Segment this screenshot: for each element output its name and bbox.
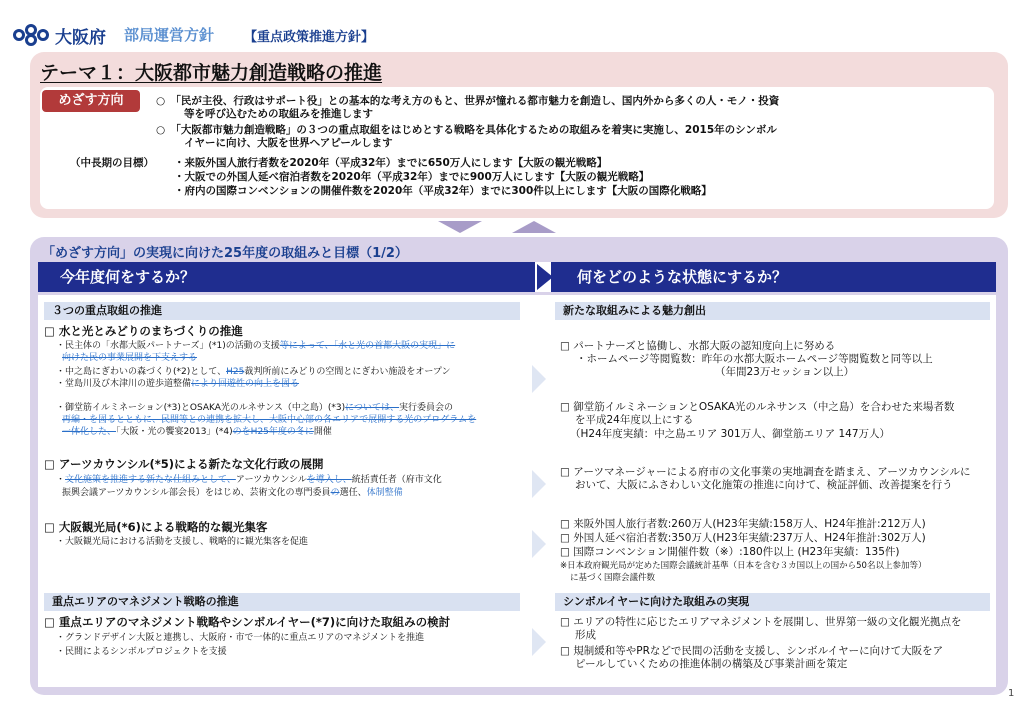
right4-line-a: □ エリアの特性に応じたエリアマネジメントを展開し、世界第一級の文化観光拠点を bbox=[560, 616, 962, 628]
item3-line-1: ・大阪観光局における活動を支援し、戦略的に観光集客を促進 bbox=[56, 537, 309, 547]
right1-line-e: を平成24年度以上にする bbox=[575, 414, 694, 426]
osaka-logo-icon bbox=[12, 24, 52, 46]
band-what-to-do: 今年度何をするか？ bbox=[38, 262, 538, 292]
theme-title: テーマ１：大阪都市魅力創造戦略の推進 bbox=[40, 62, 383, 84]
right1-line-a: □ パートナーズと協働し、水都大阪の認知度向上に努める bbox=[560, 340, 836, 352]
item-area-management-symbol-year: □ 重点エリアのマネジメント戦略やシンボルイヤー(*7)に向けた取組みの検討 bbox=[44, 615, 451, 629]
item-osaka-tourism-bureau: □ 大阪観光局(*6)による戦略的な観光集客 bbox=[44, 520, 268, 534]
connector-down-icon bbox=[438, 221, 482, 233]
right1-line-c: （年間23万セッション以上） bbox=[715, 366, 855, 378]
goal-line-1: ・来阪外国人旅行者数を2020年（平成32年）までに650万人にします【大阪の観光戦略】 bbox=[174, 157, 608, 169]
goal-line-2: ・大阪での外国人延べ宿泊者数を2020年（平成32年）までに900万人にします【大阪の観光戦略】 bbox=[174, 171, 650, 183]
section-head-new-attractions: 新たな取組みによる魅力創出 bbox=[555, 302, 990, 320]
chevron-right-icon bbox=[532, 365, 546, 393]
goal-line-3: ・府内の国際コンベンションの開催件数を2020年（平成32年）までに300件以上にします【大阪の国際化戦略】 bbox=[174, 185, 712, 197]
item1-line-1: ・民主体の「水都大阪パートナーズ」(*1)の活動の支援等によって、「水と光の首都大阪の実現」に bbox=[56, 341, 456, 351]
right2-line-b: おいて、大阪にふさわしい文化施策の推進に向けて、検証評価、改善提案を行う bbox=[575, 479, 953, 491]
aim-badge: めざす方向 bbox=[42, 90, 140, 112]
actions-title: 「めざす方向」の実現に向けた25年度の取組みと目標（1/2） bbox=[42, 246, 408, 261]
page-number: 1 bbox=[1008, 688, 1015, 699]
right1-line-b: ・ホームページ等閲覧数：昨年の水都大阪ホームページ等閲覧数と同等以上 bbox=[576, 353, 933, 365]
item-water-light-green: □ 水と光とみどりのまちづくりの推進 bbox=[44, 324, 243, 338]
dept-title: 部局運営方針 bbox=[124, 26, 215, 44]
chevron-right-icon bbox=[532, 530, 546, 558]
right4-line-b: 形成 bbox=[575, 629, 596, 641]
right3-line-b: □ 外国人延べ宿泊者数:350万人(H23年実績:237万人、H24年推計:302万人) bbox=[560, 532, 926, 544]
right1-line-d: □ 御堂筋イルミネーションとOSAKA光のルネサンス（中之島）を合わせた来場者数 bbox=[560, 401, 955, 413]
item2-line-2: 振興会議アーツカウンシル部会長）をはじめ、芸術文化の専門委員の選任、体制整備 bbox=[62, 488, 403, 498]
item1-line-2: 向けた民の事業展開を下支えする bbox=[62, 353, 198, 363]
item2-line-1: ・文化施策を推進する新たな仕組みとして、アーツカウンシルを導入し、統括責任者（府市文化 bbox=[56, 475, 442, 485]
item1-line-5: ・御堂筋イルミネーション(*3)とOSAKA光のルネサンス（中之島）(*3)については、実行委員会の bbox=[56, 403, 454, 413]
item-arts-council: □ アーツカウンシル(*5)による新たな文化行政の展開 bbox=[44, 457, 324, 471]
aim-line-1: ○ 「民が主役、行政はサポート役」との基本的な考え方のもと、世界が憧れる都市魅力を創造し、国内外から多くの人・モノ・投資 bbox=[156, 95, 780, 107]
goal-label: （中長期の目標） bbox=[70, 157, 154, 169]
right3-note-2: に基づく国際会議件数 bbox=[570, 573, 656, 583]
aim-line-2: 等を呼び込むための取組みを推進します bbox=[184, 108, 373, 120]
aim-line-4: イヤーに向け、大阪を世界へアピールします bbox=[184, 137, 393, 149]
right3-line-a: □ 来阪外国人旅行者数:260万人(H23年実績:158万人、H24年推計:212万人) bbox=[560, 518, 926, 530]
right4-line-c: □ 規制緩和等やPRなどで民間の活動を支援し、シンボルイヤーに向けて大阪をア bbox=[560, 645, 944, 657]
right3-note-1: ※日本政府観光局が定めた国際会議統計基準（日本を含む３カ国以上の国から50名以上参加等） bbox=[560, 561, 927, 571]
item1-line-4: ・堂島川及び木津川の遊歩道整備により回遊性の向上を図る bbox=[56, 379, 300, 389]
item1-line-7: 一体化した、「大阪・光の饗宴2013」(*4)のをH25年度の冬に開催 bbox=[62, 427, 332, 437]
section-head-key-initiatives: ３つの重点取組の推進 bbox=[44, 302, 520, 320]
item4-line-1: ・グランドデザイン大阪と連携し、大阪府・市で一体的に重点エリアのマネジメントを推進 bbox=[56, 633, 425, 643]
right4-line-d: ピールしていくための推進体制の構築及び事業計画を策定 bbox=[575, 658, 848, 670]
right2-line-a: □ アーツマネージャーによる府市の文化事業の実地調査を踏まえ、アーツカウンシルに bbox=[560, 466, 971, 478]
band-target-state: 何をどのような状態にするか？ bbox=[551, 262, 996, 292]
item1-line-6: 再編・を図るとともに、民間等との連携を拡大し、大阪中心部の各エリアで展開する光のプログラムを bbox=[62, 415, 477, 425]
org-name: 大阪府 bbox=[55, 28, 106, 48]
policy-title: 【重点政策推進方針】 bbox=[244, 30, 375, 45]
item4-line-2: ・民間によるシンボルプロジェクトを支援 bbox=[56, 647, 227, 657]
chevron-right-icon bbox=[532, 470, 546, 498]
right1-line-f: （H24年度実績：中之島エリア 301万人、御堂筋エリア 147万人） bbox=[570, 428, 891, 440]
right3-line-c: □ 国際コンベンション開催件数（※）:180件以上 (H23年実績：135件) bbox=[560, 546, 900, 558]
item1-line-3: ・中之島にぎわいの森づくり(*2)として、H25裁判所前にみどりの空間とにぎわい施設をオープン bbox=[56, 367, 451, 377]
connector-up-icon bbox=[512, 221, 556, 233]
section-head-symbol-year: シンボルイヤーに向けた取組みの実現 bbox=[555, 593, 990, 611]
aim-line-3: ○ 「大阪都市魅力創造戦略」の３つの重点取組をはじめとする戦略を具体化するための取組みを着実に実施し、2015年のシンボル bbox=[156, 124, 777, 136]
chevron-right-icon bbox=[532, 628, 546, 656]
section-head-area-management: 重点エリアのマネジメント戦略の推進 bbox=[44, 593, 520, 611]
